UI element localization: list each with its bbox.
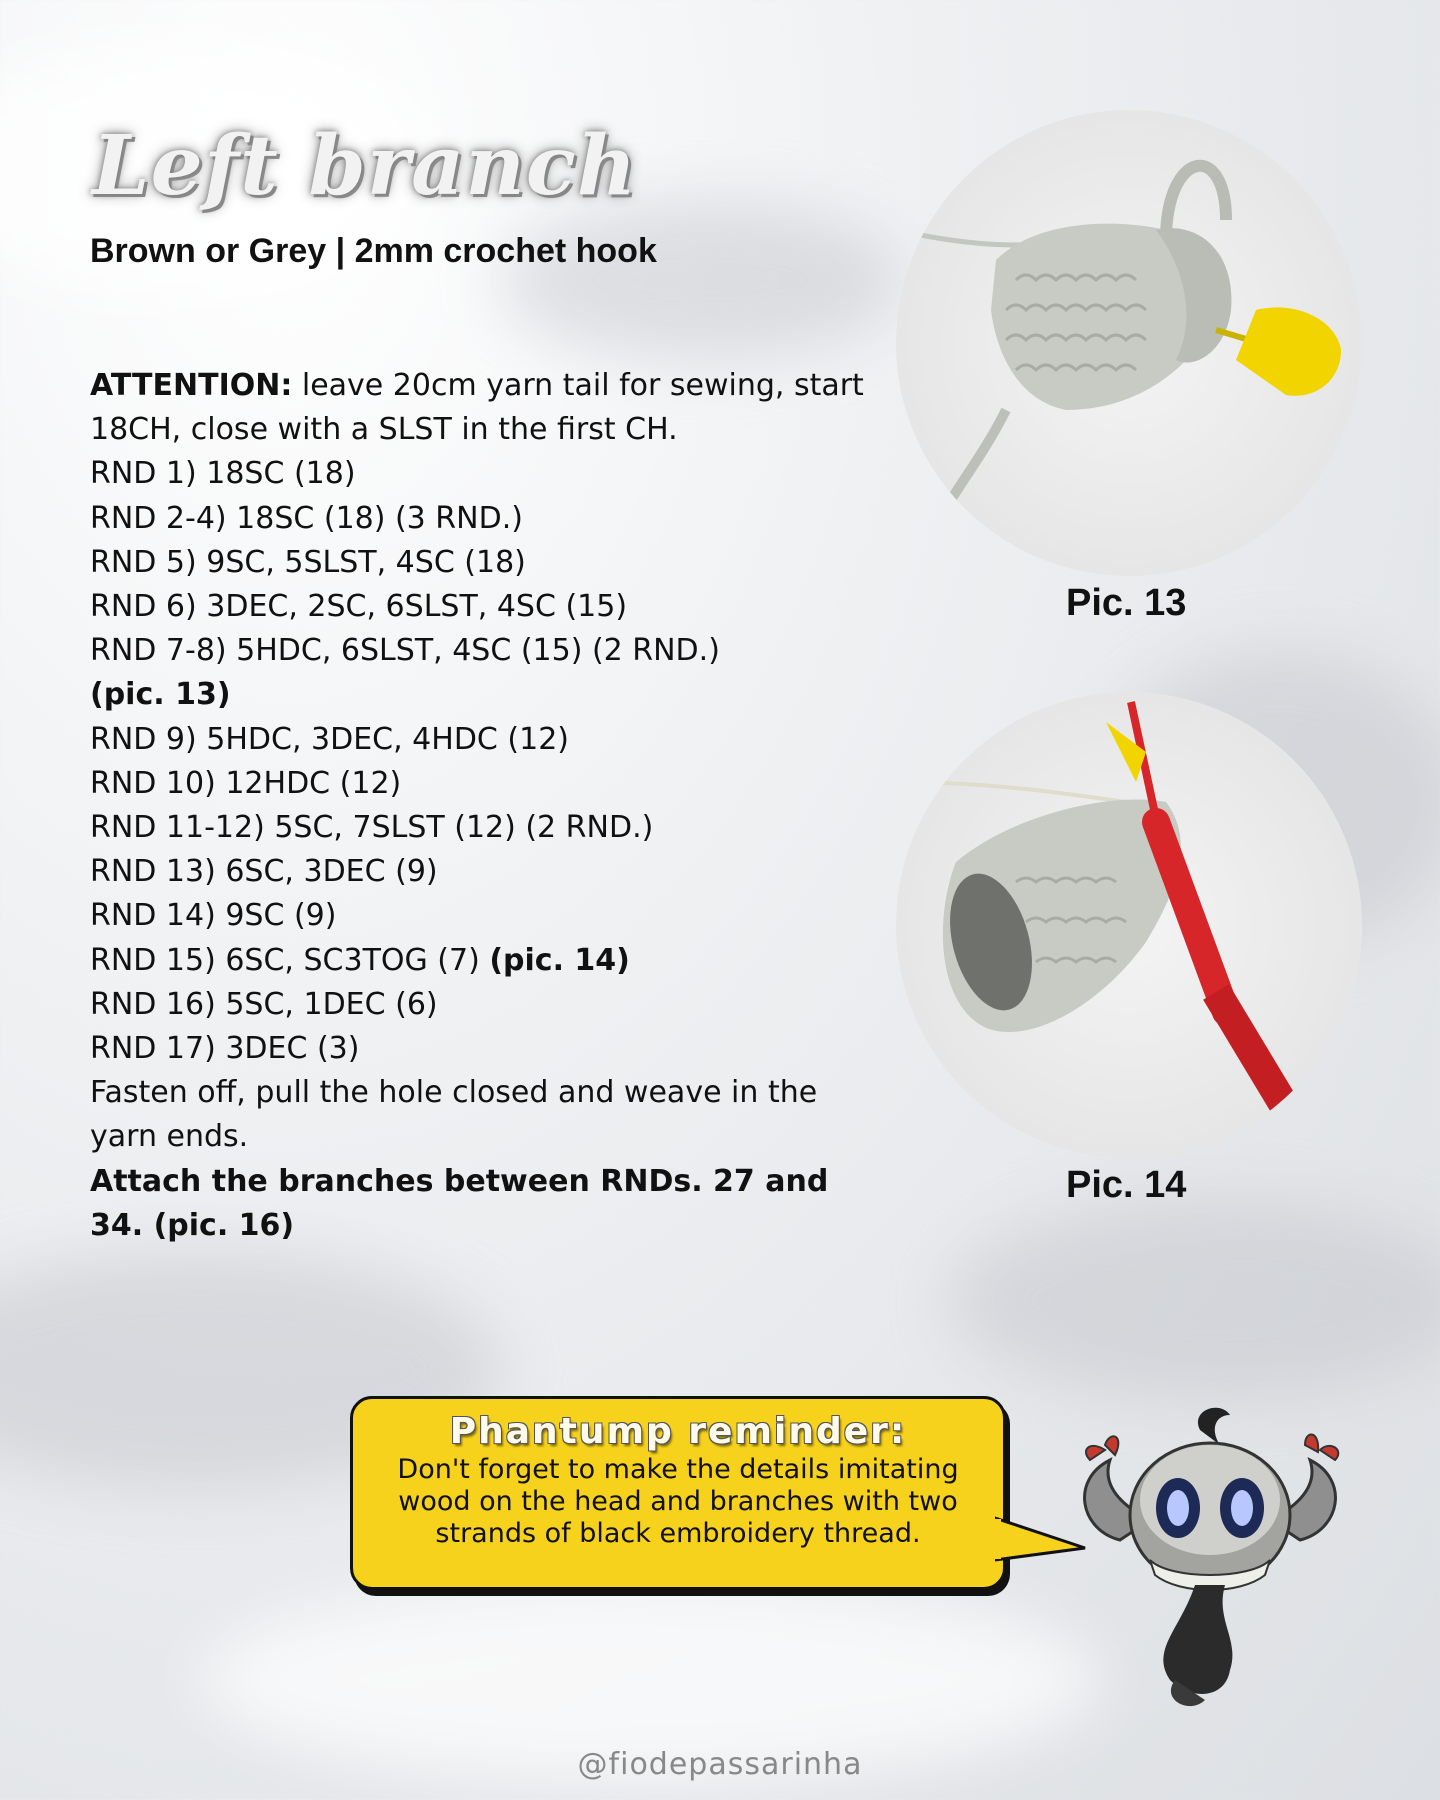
crochet-hook-illustration <box>896 692 1362 1158</box>
attention-paragraph <box>90 364 890 452</box>
footer-handle: @fiodepassarinha <box>577 1747 863 1782</box>
round-line: RND 13) 6SC, 3DEC (9) <box>90 854 438 890</box>
round-line: RND 11-12) 5SC, 7SLST (12) (2 RND.) <box>90 810 654 846</box>
round-line: RND 9) 5HDC, 3DEC, 4HDC (12) <box>90 721 569 757</box>
attach-instruction <box>90 1160 890 1248</box>
round-line: RND 14) 9SC (9) <box>90 898 337 934</box>
reminder-text: Don't forget to make the details imitating wood on the head and branches with two strands of black embroidery thread. <box>397 1454 959 1549</box>
round-line: RND 17) 3DEC (3) <box>90 1031 360 1067</box>
fasten-off-text: Fasten off, pull the hole closed and weave in the yarn ends. <box>90 1075 818 1155</box>
background-cloud <box>500 200 900 360</box>
crochet-hook-icon <box>1131 702 1316 1158</box>
page-title: Left branch <box>92 118 638 214</box>
background-cloud <box>950 1200 1440 1400</box>
pic-14-photo <box>896 692 1362 1158</box>
rnd15-text: RND 15) 6SC, SC3TOG (7) <box>90 942 490 978</box>
materials-subtitle: Brown or Grey | 2mm crochet hook <box>90 232 657 270</box>
crochet-branch-illustration <box>896 110 1362 576</box>
pattern-instructions <box>90 364 890 1248</box>
round-line <box>90 939 890 983</box>
pic-14-caption: Pic. 14 <box>1066 1164 1187 1206</box>
round-line: RND 7-8) 5HDC, 6SLST, 4SC (15) (2 RND.) <box>90 633 720 669</box>
attention-text: leave 20cm yarn tail for sewing, start 18CH, close with a SLST in the first CH. <box>90 368 864 448</box>
pic-13-reference <box>90 673 890 717</box>
pic-13-ref-text: (pic. 13) <box>90 677 231 713</box>
round-line: RND 5) 9SC, 5SLST, 4SC (18) <box>90 544 526 580</box>
round-line: RND 1) 18SC (18) <box>90 456 356 492</box>
pic-13-photo <box>896 110 1362 576</box>
round-line: RND 2-4) 18SC (18) (3 RND.) <box>90 500 523 536</box>
attach-text: Attach the branches between RNDs. 27 and 34. (pic. 16) <box>90 1163 829 1243</box>
reminder-title: Phantump reminder: <box>449 1411 907 1452</box>
pic-13-caption: Pic. 13 <box>1066 582 1187 624</box>
stitch-marker-icon <box>1216 307 1341 395</box>
round-line: RND 16) 5SC, 1DEC (6) <box>90 986 438 1022</box>
round-line: RND 6) 3DEC, 2SC, 6SLST, 4SC (15) <box>90 589 628 625</box>
attention-label: ATTENTION: <box>90 368 293 403</box>
phantump-character-icon <box>1050 1400 1370 1720</box>
reminder-bubble <box>350 1396 1006 1590</box>
round-line: RND 10) 12HDC (12) <box>90 765 402 801</box>
pic-14-reference: (pic. 14) <box>489 942 630 978</box>
